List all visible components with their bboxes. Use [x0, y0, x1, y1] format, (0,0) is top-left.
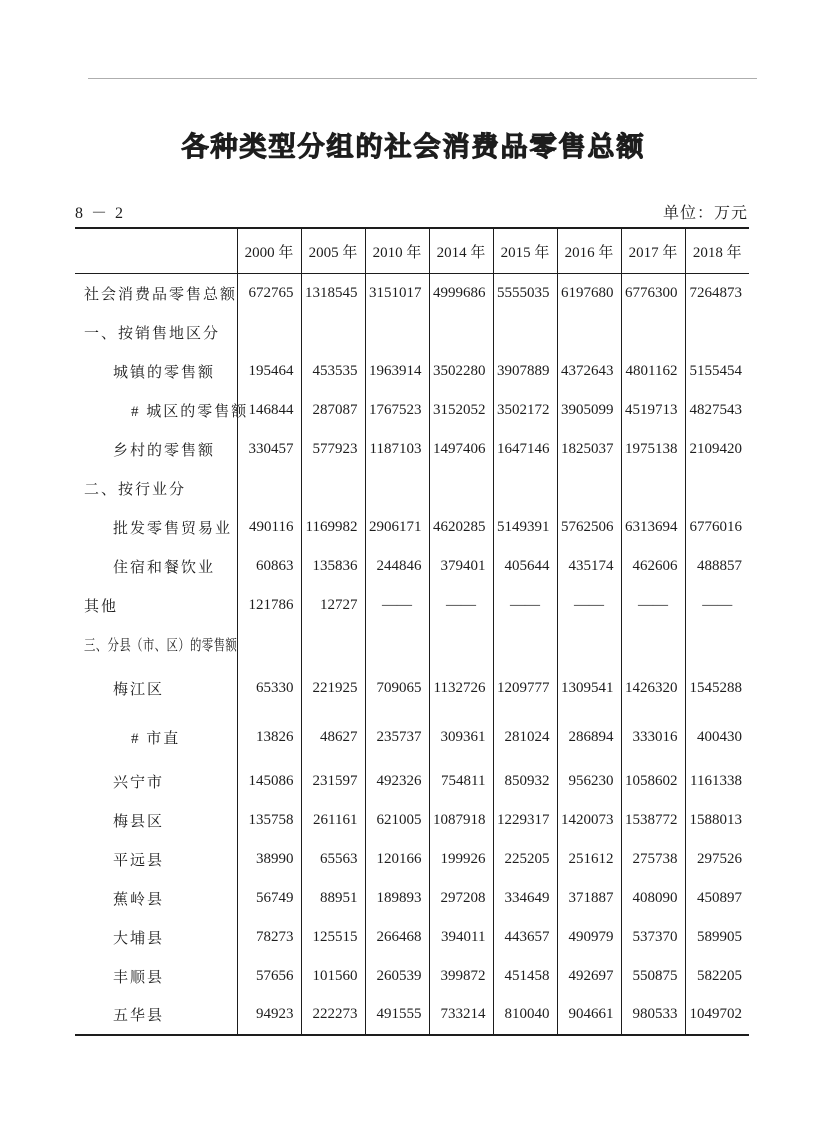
value-cell: 1426320: [621, 664, 685, 713]
value-cell: 3151017: [365, 274, 429, 313]
unit-label: 单位：万元: [662, 205, 748, 222]
value-cell: 287087: [301, 391, 365, 430]
value-cell: 3502172: [493, 391, 557, 430]
empty-cell: [493, 469, 557, 508]
value-cell: 4827543: [685, 391, 749, 430]
value-cell: 1132726: [429, 664, 493, 713]
value-cell: 3907889: [493, 352, 557, 391]
row-label: 梅县区: [113, 813, 165, 830]
value-cell: 488857: [685, 547, 749, 586]
row-label: 乡村的零售额: [113, 442, 216, 459]
value-cell: 1420073: [557, 801, 621, 840]
value-cell: 408090: [621, 879, 685, 918]
table-row: [75, 469, 749, 508]
value-cell: 60863: [237, 547, 301, 586]
value-cell: 1975138: [621, 430, 685, 469]
empty-cell: [685, 313, 749, 352]
value-cell: 371887: [557, 879, 621, 918]
value-cell: 189893: [365, 879, 429, 918]
row-label: 批发零售贸易业: [113, 520, 233, 537]
row-label: 三、分县（市、区）的零售额: [84, 637, 238, 654]
value-cell: 225205: [493, 840, 557, 879]
value-cell: 491555: [365, 996, 429, 1035]
row-label: 梅江区: [113, 681, 165, 698]
year-column-header: 2018 年: [685, 228, 749, 274]
value-cell: 6197680: [557, 274, 621, 313]
empty-cell: [237, 469, 301, 508]
value-cell: 145086: [237, 762, 301, 801]
value-cell: 2109420: [685, 430, 749, 469]
row-label: 其他: [84, 598, 119, 615]
value-cell: 490979: [557, 918, 621, 957]
value-cell: 5155454: [685, 352, 749, 391]
value-cell: 235737: [365, 713, 429, 762]
value-cell: 199926: [429, 840, 493, 879]
empty-cell: [685, 625, 749, 664]
value-cell: 1209777: [493, 664, 557, 713]
table-body: [75, 274, 749, 1035]
year-column-header: 2000 年: [237, 228, 301, 274]
value-cell: 1161338: [685, 762, 749, 801]
value-cell: 48627: [301, 713, 365, 762]
value-cell: 221925: [301, 664, 365, 713]
value-cell: 1169982: [301, 508, 365, 547]
table-number: 8 － 2: [75, 205, 126, 222]
value-cell: 1647146: [493, 430, 557, 469]
value-cell: 94923: [237, 996, 301, 1035]
value-cell: 582205: [685, 957, 749, 996]
row-label: 大埔县: [113, 930, 165, 947]
value-cell: 286894: [557, 713, 621, 762]
value-cell: 621005: [365, 801, 429, 840]
value-cell: 980533: [621, 996, 685, 1035]
page-title: 各种类型分组的社会消费品零售总额: [181, 132, 646, 162]
value-cell: 13826: [237, 713, 301, 762]
empty-cell: [365, 625, 429, 664]
value-cell: 1318545: [301, 274, 365, 313]
value-cell: 7264873: [685, 274, 749, 313]
empty-cell: [621, 313, 685, 352]
value-cell: 222273: [301, 996, 365, 1035]
value-cell: 405644: [493, 547, 557, 586]
value-cell: 3152052: [429, 391, 493, 430]
value-cell: 435174: [557, 547, 621, 586]
table-row: [75, 879, 749, 918]
row-label: 住宿和餐饮业: [113, 559, 216, 576]
year-header-row: [75, 228, 749, 274]
value-cell: 135836: [301, 547, 365, 586]
value-cell: 1497406: [429, 430, 493, 469]
value-cell: 6313694: [621, 508, 685, 547]
value-cell: 3905099: [557, 391, 621, 430]
table-row: [75, 918, 749, 957]
value-cell: 5555035: [493, 274, 557, 313]
table-row: [75, 664, 749, 713]
no-data-dash-cell: ——: [685, 586, 749, 625]
value-cell: 589905: [685, 918, 749, 957]
table-row: [75, 713, 749, 762]
empty-cell: [685, 469, 749, 508]
table-row: [75, 586, 749, 625]
no-data-dash-cell: ——: [493, 586, 557, 625]
value-cell: 146844: [237, 391, 301, 430]
row-label: 蕉岭县: [113, 891, 165, 908]
empty-cell: [557, 625, 621, 664]
table-row: [75, 508, 749, 547]
value-cell: 400430: [685, 713, 749, 762]
value-cell: 251612: [557, 840, 621, 879]
retail-sales-table: [75, 227, 749, 1036]
value-cell: 492697: [557, 957, 621, 996]
value-cell: 1825037: [557, 430, 621, 469]
empty-cell: [557, 469, 621, 508]
row-label: # 市直: [131, 730, 181, 747]
table-row: [75, 547, 749, 586]
empty-cell: [429, 469, 493, 508]
year-column-header: 2016 年: [557, 228, 621, 274]
value-cell: 4999686: [429, 274, 493, 313]
header-rule: [88, 78, 757, 79]
value-cell: 490116: [237, 508, 301, 547]
year-column-header: 2015 年: [493, 228, 557, 274]
value-cell: 121786: [237, 586, 301, 625]
value-cell: 451458: [493, 957, 557, 996]
row-label: 兴宁市: [113, 774, 165, 791]
value-cell: 297208: [429, 879, 493, 918]
no-data-dash-cell: ——: [429, 586, 493, 625]
empty-cell: [493, 313, 557, 352]
row-label: 城镇的零售额: [113, 364, 216, 381]
value-cell: 88951: [301, 879, 365, 918]
row-label: # 城区的零售额: [131, 403, 249, 420]
empty-cell: [429, 313, 493, 352]
value-cell: 1049702: [685, 996, 749, 1035]
table-row: [75, 313, 749, 352]
value-cell: 450897: [685, 879, 749, 918]
value-cell: 65563: [301, 840, 365, 879]
value-cell: 333016: [621, 713, 685, 762]
empty-cell: [301, 313, 365, 352]
row-label: 平远县: [113, 852, 165, 869]
value-cell: 4372643: [557, 352, 621, 391]
value-cell: 462606: [621, 547, 685, 586]
value-cell: 309361: [429, 713, 493, 762]
value-cell: 231597: [301, 762, 365, 801]
empty-cell: [365, 313, 429, 352]
row-label: 二、按行业分: [84, 481, 187, 498]
value-cell: 4620285: [429, 508, 493, 547]
empty-cell: [557, 313, 621, 352]
value-cell: 379401: [429, 547, 493, 586]
value-cell: 672765: [237, 274, 301, 313]
value-cell: 120166: [365, 840, 429, 879]
empty-cell: [621, 625, 685, 664]
table-row: [75, 957, 749, 996]
value-cell: 56749: [237, 879, 301, 918]
table-row: [75, 391, 749, 430]
value-cell: 78273: [237, 918, 301, 957]
value-cell: 281024: [493, 713, 557, 762]
value-cell: 399872: [429, 957, 493, 996]
value-cell: 266468: [365, 918, 429, 957]
value-cell: 1087918: [429, 801, 493, 840]
row-label: 社会消费品零售总额: [84, 286, 238, 303]
table-row: [75, 352, 749, 391]
no-data-dash-cell: ——: [621, 586, 685, 625]
empty-cell: [493, 625, 557, 664]
value-cell: 394011: [429, 918, 493, 957]
value-cell: 244846: [365, 547, 429, 586]
value-cell: 1538772: [621, 801, 685, 840]
value-cell: 297526: [685, 840, 749, 879]
value-cell: 850932: [493, 762, 557, 801]
value-cell: 577923: [301, 430, 365, 469]
corner-cell: [75, 228, 237, 274]
value-cell: 4801162: [621, 352, 685, 391]
value-cell: 57656: [237, 957, 301, 996]
table-head: [75, 228, 749, 274]
table-row: [75, 762, 749, 801]
empty-cell: [301, 469, 365, 508]
table-row: [75, 430, 749, 469]
value-cell: 101560: [301, 957, 365, 996]
value-cell: 1767523: [365, 391, 429, 430]
empty-cell: [621, 469, 685, 508]
value-cell: 330457: [237, 430, 301, 469]
value-cell: 260539: [365, 957, 429, 996]
value-cell: 5762506: [557, 508, 621, 547]
value-cell: 709065: [365, 664, 429, 713]
value-cell: 135758: [237, 801, 301, 840]
value-cell: 65330: [237, 664, 301, 713]
table-row: [75, 274, 749, 313]
empty-cell: [365, 469, 429, 508]
value-cell: 1588013: [685, 801, 749, 840]
year-column-header: 2014 年: [429, 228, 493, 274]
empty-cell: [237, 625, 301, 664]
value-cell: 12727: [301, 586, 365, 625]
value-cell: 195464: [237, 352, 301, 391]
value-cell: 754811: [429, 762, 493, 801]
value-cell: 1058602: [621, 762, 685, 801]
table-row: [75, 625, 749, 664]
empty-cell: [301, 625, 365, 664]
table-row: [75, 840, 749, 879]
year-column-header: 2017 年: [621, 228, 685, 274]
empty-cell: [237, 313, 301, 352]
row-label: 一、按销售地区分: [84, 325, 221, 342]
value-cell: 537370: [621, 918, 685, 957]
no-data-dash-cell: ——: [365, 586, 429, 625]
value-cell: 550875: [621, 957, 685, 996]
value-cell: 1187103: [365, 430, 429, 469]
table-row: [75, 801, 749, 840]
value-cell: 904661: [557, 996, 621, 1035]
empty-cell: [429, 625, 493, 664]
value-cell: 810040: [493, 996, 557, 1035]
value-cell: 956230: [557, 762, 621, 801]
value-cell: 275738: [621, 840, 685, 879]
value-cell: 453535: [301, 352, 365, 391]
value-cell: 1545288: [685, 664, 749, 713]
table-row: [75, 996, 749, 1035]
year-column-header: 2010 年: [365, 228, 429, 274]
value-cell: 4519713: [621, 391, 685, 430]
value-cell: 6776016: [685, 508, 749, 547]
value-cell: 125515: [301, 918, 365, 957]
value-cell: 38990: [237, 840, 301, 879]
value-cell: 443657: [493, 918, 557, 957]
value-cell: 6776300: [621, 274, 685, 313]
table-meta: [75, 200, 748, 223]
value-cell: 1229317: [493, 801, 557, 840]
year-column-header: 2005 年: [301, 228, 365, 274]
value-cell: 733214: [429, 996, 493, 1035]
value-cell: 5149391: [493, 508, 557, 547]
value-cell: 2906171: [365, 508, 429, 547]
value-cell: 261161: [301, 801, 365, 840]
row-label: 五华县: [113, 1008, 165, 1024]
value-cell: 334649: [493, 879, 557, 918]
row-label: 丰顺县: [113, 969, 165, 986]
no-data-dash-cell: ——: [557, 586, 621, 625]
value-cell: 1309541: [557, 664, 621, 713]
value-cell: 492326: [365, 762, 429, 801]
value-cell: 1963914: [365, 352, 429, 391]
value-cell: 3502280: [429, 352, 493, 391]
